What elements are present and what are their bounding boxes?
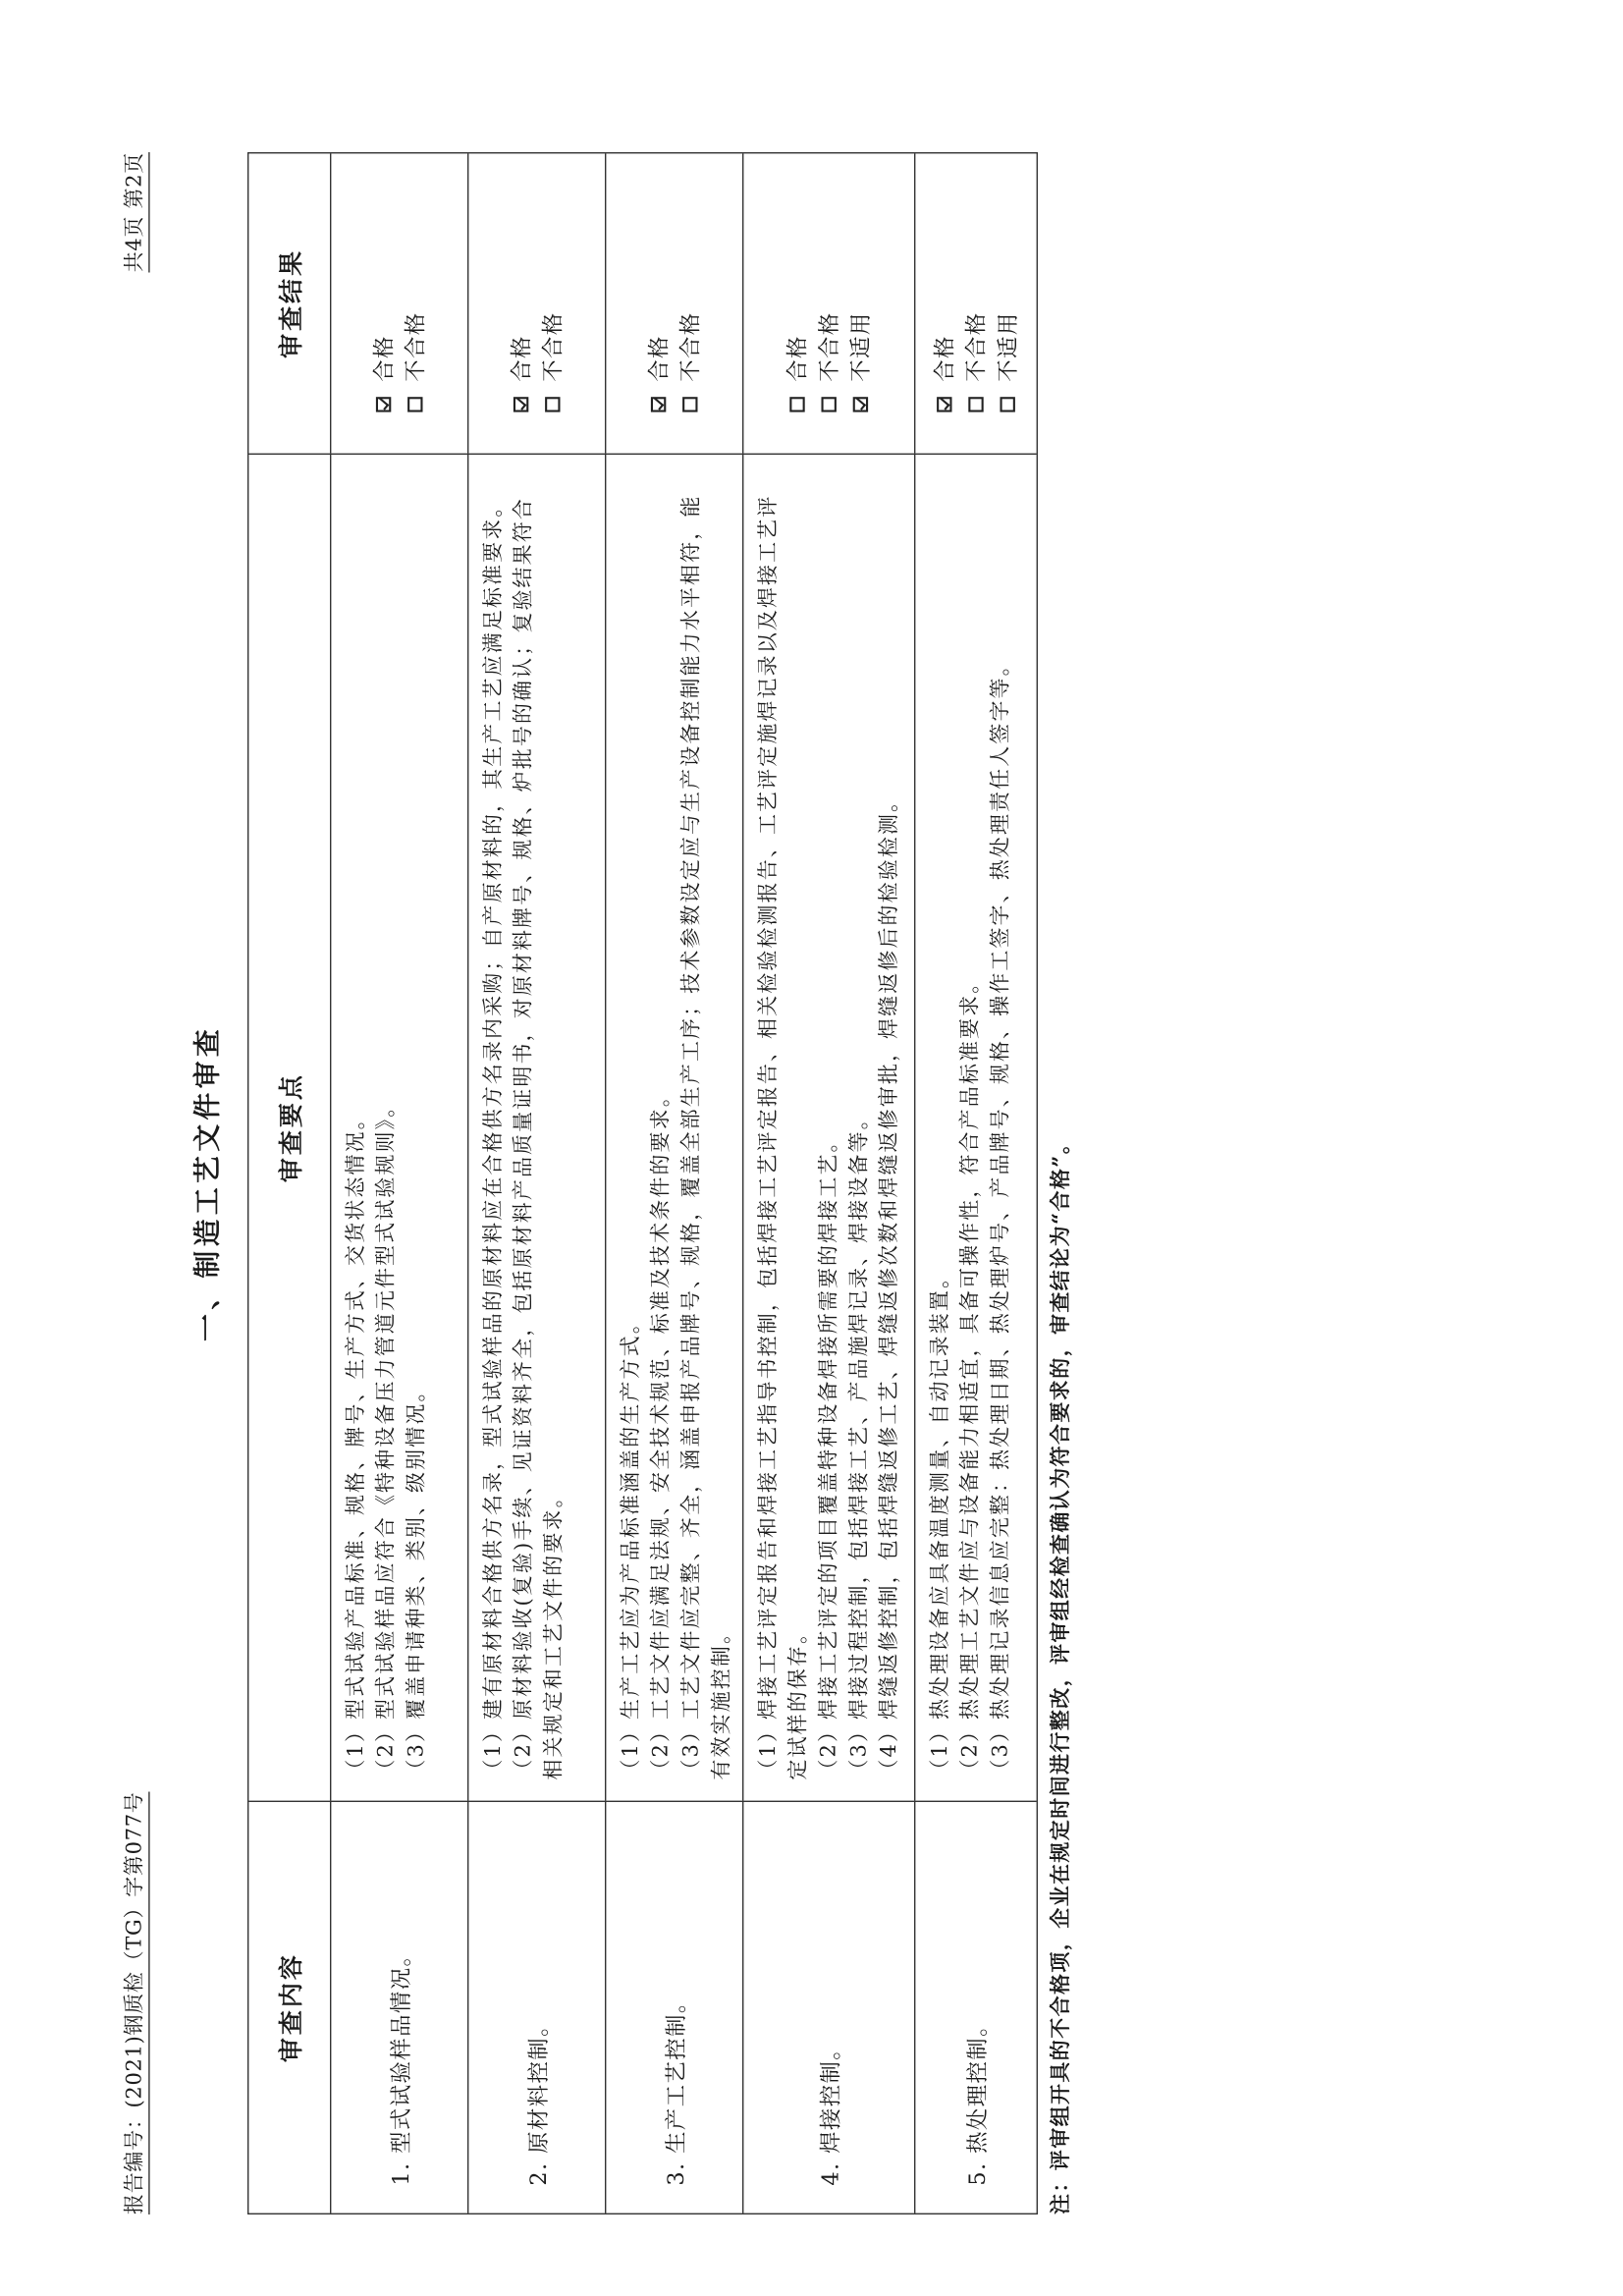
result-cell	[606, 153, 743, 453]
result-option	[368, 153, 400, 411]
point-text: （3）工艺文件应完整、齐全，涵盖申报产品牌号、规格，覆盖全部生产工序；技术参数设定应与生产设备控制能力水平相符，能有效实施控制。	[678, 494, 733, 1780]
points-cell	[468, 455, 606, 1801]
checked-box-icon	[514, 397, 528, 411]
points-cell	[606, 455, 743, 1801]
header-content: 审查内容	[248, 1802, 331, 2214]
result-cell	[331, 153, 468, 453]
page-info: 共4页 第2页	[117, 152, 150, 272]
review-table	[247, 152, 1038, 2214]
column-content	[248, 1801, 1036, 2214]
point-text: （2）型式试验样品应符合《特种设备压力管道元件型式试验规则》。	[373, 1094, 399, 1780]
point-text: （1）生产工艺应为产品标准涵盖的生产方式。	[619, 1311, 643, 1780]
result-option	[782, 153, 813, 411]
point-text: （2）原材料验收(复验)手续、见证资料齐全，包括原材料产品质量证明书，对原材料牌号、规格、炉批号的确认；复验结果符合相关规定和工艺文件的要求。	[511, 497, 567, 1780]
checked-box-icon	[937, 397, 951, 411]
column-points	[248, 454, 1036, 1801]
result-label: 合格	[931, 335, 958, 382]
empty-box-icon	[682, 397, 697, 411]
point-text: （2）热处理工艺文件应与设备能力相适宜，具备可操作性，符合产品标准要求。	[957, 970, 983, 1780]
content-cell: 5. 热处理控制。	[964, 2013, 991, 2186]
result-label: 不合格	[402, 311, 429, 382]
points-cell	[331, 455, 468, 1801]
point-text: （3）覆盖申请种类、类别、级别情况。	[404, 1379, 429, 1780]
content-cell: 1. 型式试验样品情况。	[331, 1802, 468, 2214]
point-text: （1）热处理设备应具备温度测量、自动记录装置。	[928, 1265, 952, 1780]
result-cell	[468, 153, 606, 453]
result-label: 合格	[784, 335, 811, 382]
result-option	[992, 153, 1023, 411]
result-label: 不合格	[962, 311, 990, 382]
point-text: （4）焊缝返修控制，包括焊缝返修工艺、焊缝返修次数和焊缝返修审批，焊缝返修后的检验检测。	[877, 789, 901, 1780]
report-number: 报告编号：(2021)钢质检（TG）字第077号	[117, 1792, 150, 2215]
empty-box-icon	[407, 397, 422, 411]
result-option	[960, 153, 992, 411]
footnote: 注：评审组开具的不合格项，企业在规定时间进行整改，评审组经检查确认为符合要求的，审查结论为“合格”。	[1049, 1131, 1073, 2214]
point-text: （1）建有原材料合格供方名录，型式试验样品的原材料应在合格供方名录内采购；自产原材料的，其生产工艺应满足标准要求。	[481, 494, 506, 1780]
empty-box-icon	[1001, 397, 1015, 411]
point-text: （1）焊接工艺评定报告和焊接工艺指导书控制，包括焊接工艺评定报告、相关检验检测报告、工艺评定施焊记录以及焊接工艺评定试样的保存。	[756, 494, 811, 1780]
result-option	[400, 153, 431, 411]
result-option	[506, 153, 537, 411]
points-cell	[915, 455, 1036, 1801]
result-label: 不合格	[815, 311, 842, 382]
point-text: （2）焊接工艺评定的项目覆盖特种设备焊接所需要的焊接工艺。	[816, 1129, 841, 1780]
result-cell	[743, 153, 915, 453]
result-label: 合格	[370, 335, 397, 382]
point-text: （2）工艺文件应满足法规、安全技术规范、标准及技术条件的要求。	[648, 1084, 674, 1780]
result-option	[675, 153, 706, 411]
result-label: 不适用	[847, 311, 874, 382]
points-cell	[743, 455, 915, 1801]
empty-box-icon	[968, 397, 983, 411]
result-label: 不适用	[994, 311, 1021, 382]
result-option	[929, 153, 960, 411]
result-option	[844, 153, 876, 411]
header-points: 审查要点	[248, 455, 331, 1801]
result-option	[643, 153, 675, 411]
result-label: 合格	[645, 335, 672, 382]
empty-box-icon	[822, 397, 837, 411]
empty-box-icon	[545, 397, 560, 411]
column-result	[248, 153, 1036, 453]
checked-box-icon	[651, 397, 666, 411]
rotated-page	[103, 152, 1073, 2214]
result-option	[537, 153, 568, 411]
point-text: （3）热处理记录信息应完整：热处理日期、热处理炉号、产品牌号、规格、操作工签字、热处理责任人签字等。	[988, 653, 1013, 1780]
point-text: （1）型式试验产品标准、规格、牌号、生产方式、交货状态情况。	[344, 1107, 368, 1780]
result-label: 合格	[508, 335, 534, 382]
content-cell: 4. 焊接控制。	[743, 1802, 915, 2214]
empty-box-icon	[789, 397, 804, 411]
header-result: 审查结果	[248, 153, 331, 453]
section-title: 一、制造工艺文件审查	[190, 1025, 224, 1341]
result-label: 不合格	[539, 311, 567, 382]
point-text: （3）焊接过程控制，包括焊接工艺、产品施焊记录、焊接设备等。	[846, 1107, 871, 1780]
content-cell: 2. 原材料控制。	[468, 1802, 606, 2214]
checked-box-icon	[853, 397, 868, 411]
result-label: 不合格	[676, 311, 704, 382]
result-cell	[915, 153, 1036, 453]
content-cell: 3. 生产工艺控制。	[606, 1802, 743, 2214]
result-option	[813, 153, 844, 411]
checked-box-icon	[376, 397, 391, 411]
